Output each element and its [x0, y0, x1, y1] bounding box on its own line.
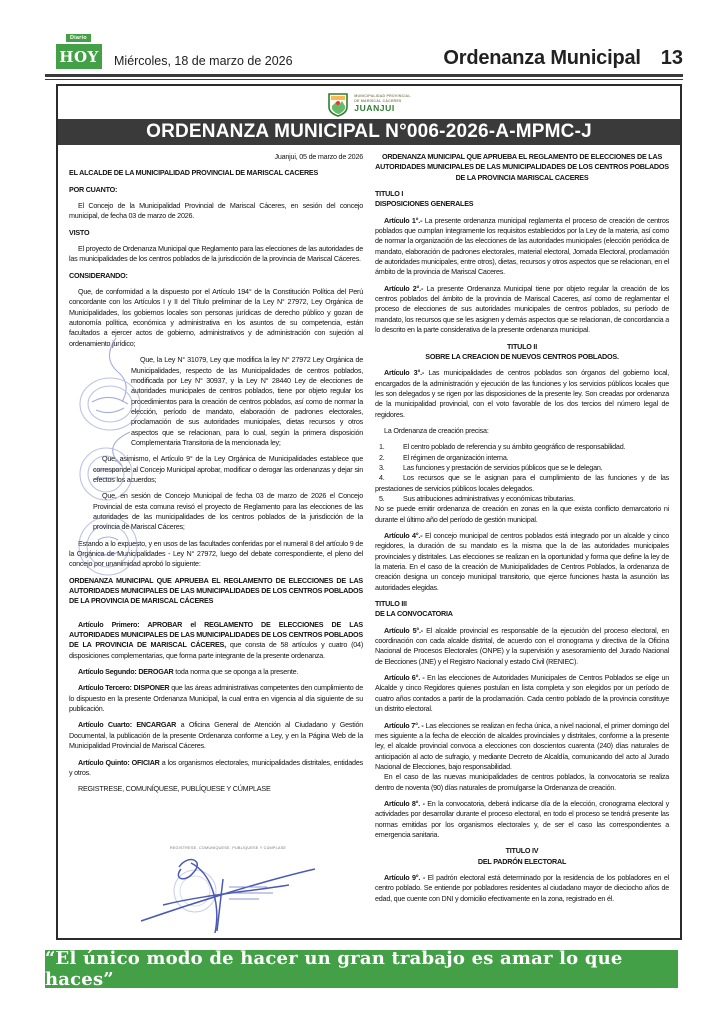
- document-title: ORDENANZA MUNICIPAL N°006-2026-A-MPMC-J: [146, 121, 592, 142]
- footer-quote: “El único modo de hacer un gran trabajo es amar lo que haces”: [45, 948, 623, 990]
- list-item: 2. El régimen de organización interna.: [379, 452, 509, 462]
- logo-diario-label: Diario: [65, 33, 92, 43]
- paragraph: Artículo Tercero: DISPONER que las áreas administrativas competentes den cumplimiento de lo dispuesto en la presente Ordenanza Municipal, la cual entra en vigencia al día siguiente de su publicación.: [69, 683, 363, 714]
- titulo-2: TITULO II SOBRE LA CREACION DE NUEVOS CENTROS POBLADOS.: [425, 341, 619, 361]
- article-label: Artículo 8°. -: [384, 798, 425, 808]
- paragraph: Artículo 6°. - En las elecciones de Autoridades Municipales de Centros Poblados se elige un Alcalde y cinco Regidores quienes postulan en lista completa y son elegidos por un período de cuatro años contados a partir de la proclamación. Cada centro poblado de la provincia constituye un distrito electoral.: [375, 673, 669, 714]
- closing-formula: REGISTRESE, COMUNÍQUESE, PUBLÍQUESE Y CÚMPLASE: [78, 784, 271, 794]
- article-label: Artículo 9°. -: [384, 872, 425, 882]
- article-label: Artículo Quinto: OFICIAR: [78, 757, 160, 767]
- article-label: Artículo Primero: APROBAR el REGLAMENTO DE ELECCIONES DE LAS AUTORIDADES MUNICIPALES DE LAS MUNICIPALIDADES DE LOS CENTROS POBLADOS DE LA PROVINCIA DE MARISCAL CÁCERES,: [69, 619, 363, 650]
- titulo-1: TITULO I DISPOSICIONES GENERALES: [375, 189, 474, 209]
- ordinance-document: [56, 84, 682, 940]
- paragraph: No se puede emitir ordenanza de creación en zonas en la que exista conflicto demarcatorio ni durante el último año del período de gestión municipal.: [375, 504, 669, 524]
- header-divider-thin: [45, 79, 683, 80]
- doc-date: Juanjui, 05 de marzo de 2026: [274, 152, 363, 161]
- label-por-cuanto: POR CUANTO:: [69, 184, 118, 194]
- article-label: Artículo 5°.-: [384, 625, 423, 635]
- header-divider-thick: [45, 74, 683, 77]
- article-label: Artículo Cuarto: ENCARGAR: [78, 720, 177, 730]
- list-number: 2.: [379, 452, 385, 462]
- signature-block: [133, 846, 323, 936]
- paragraph: Artículo 3°.- Las municipalidades de centros poblados son órganos del gobierno local, encargados de la administración y ejecución de las funciones y los servicios públicos locales que les son delegados y se rigen por las disposiciones de la presente ley. Son creadas por ordenanza de la municipalidad provincial, con el voto favorable de los dos tercios del número legal de regidores.: [375, 368, 669, 419]
- article-label: Artículo 4°.-: [384, 531, 423, 540]
- seal-city: JUANJUI: [354, 102, 395, 113]
- paragraph: Artículo 7°. - Las elecciones se realizan en fecha única, a nivel nacional, el primer domingo del mes siguiente a la fecha de elección de alcaldes provinciales y distritales, conforme a la presente ley, el alcalde provincial convoca a elecciones con doscientos cuarenta (240) días naturales de anticipación al acto de sufragio, y mediante Decreto de Alcaldía, comunicando del acto al Jurado Nacional de Elecciones, bajo responsabilidad.: [375, 720, 669, 771]
- document-title-bar: [58, 119, 680, 145]
- paragraph: Artículo 2°.- La presente Ordenanza Municipal tiene por objeto regular la creación de los centros poblados del ámbito de la provincia de Mariscal Caceres, así como de reglamentar el proceso de elecciones de sus autoridades municipales de centros poblados, su período de mandato, los recursos que se les asignen y demás aspectos que se relacionan, de concordancia a lo descrito en la parte considerativa de la presente ordenanza municipal.: [375, 283, 669, 335]
- article-label: Artículo 1°.-: [384, 215, 423, 225]
- paragraph: Artículo 4°.- El concejo municipal de centros poblados está integrado por un alcalde y cinco regidores, la duración de su mandato es la misma que la de las autoridades municipales provinciales y distritales. Las elecciones se realizan en la oportunidad y forma que define la ley de la materia. En el caso de la creación de Municipalidades de Centros Poblados, la ordenanza de creación designa un concejo municipal transitorio, que ejerce funciones hasta la asunción las autoridades elegidas.: [375, 531, 669, 592]
- list-number: 3.: [379, 462, 385, 472]
- paragraph: Artículo Segundo: DEROGAR toda norma que se oponga a la presente.: [78, 667, 299, 677]
- right-column: [375, 152, 669, 910]
- article-label: Artículo Segundo: DEROGAR: [78, 667, 174, 677]
- article-label: Artículo Tercero: DISPONER: [78, 683, 170, 693]
- list-number: 4.: [379, 473, 385, 483]
- seal-text: [354, 94, 410, 113]
- article-label: Artículo 2°.-: [384, 283, 424, 293]
- newspaper-header: [56, 31, 683, 71]
- label-considerando: CONSIDERANDO:: [69, 270, 128, 280]
- edition-date: Miércoles, 18 de marzo de 2026: [114, 54, 293, 68]
- municipal-seal: [58, 89, 680, 119]
- titulo-4: TITULO IV DEL PADRÓN ELECTORAL: [477, 846, 567, 866]
- page-number: 13: [660, 47, 683, 69]
- paragraph: El Concejo de la Municipalidad Provincial de Mariscal Cáceres, en sesión del concejo municipal, de fecha 03 de marzo de 2026.: [69, 201, 363, 221]
- section-header: [443, 47, 683, 70]
- list-item: 4. Los recursos que se le asignan para el cumplimiento de las funciones y de las prestaciones de servicios públicos locales delegados.: [375, 473, 669, 493]
- paragraph: Artículo Cuarto: ENCARGAR a Oficina General de Atención al Ciudadano y Gestión Documental, la publicación de la presente Ordenanza conforme a Ley, y en la Página Web de la Municipalidad Provincial de Mariscal Cáceres.: [69, 720, 364, 751]
- article-label: Artículo 7°. -: [384, 720, 424, 730]
- left-column: [69, 152, 363, 910]
- article-label: Artículo 3°.-: [384, 368, 425, 378]
- document-body: [58, 145, 680, 910]
- paragraph: Artículo Quinto: OFICIAR a los organismos electorales, municipalidades distritales, entidades y otros.: [69, 757, 363, 777]
- list-number: 1.: [379, 442, 385, 452]
- paragraph: Estando a lo expuesto, y en usos de las facultades conferidas por el numeral 8 del artículo 9 de la Orgánica de Municipalidades - Ley N° 27972, luego del debate correspondiente, el pleno del concejo por unanimidad aprobó lo siguiente:: [69, 538, 363, 569]
- paragraph: Artículo 5°.- El alcalde provincial es responsable de la ejecución del proceso electoral, en coordinación con cada alcalde distrital, de acuerdo con el cronograma y directiva de la Oficina Nacional de Procesos Electorales (ONPE) y la supervisión y asesoramiento del Jurado Nacional de Elecciones (JNE) y el Registro Nacional y estado Civil (RENIEC).: [375, 625, 669, 666]
- article-label: Artículo 6°. -: [384, 673, 425, 683]
- footer-banner: [45, 950, 678, 988]
- paragraph: Artículo 8°. - En la convocatoria, deberá indicarse día de la elección, cronograma electoral y actividades por desarrollar durante el proceso electoral, en todo el proceso se tendrá presente las normas emitidas por los organismos electorales y, de ser el caso las correspondientes a emergencia sanitaria.: [375, 798, 669, 839]
- signature-caption: REGISTRESE, COMUNÍQUESE, PUBLÍQUESE Y CÚMPLASE: [169, 846, 287, 850]
- list-item: 3. Las funciones y prestación de servicios públicos que se le delegan.: [379, 462, 603, 472]
- signature-scribble: [133, 851, 323, 935]
- seal-org-line1: MUNICIPALIDAD PROVINCIAL: [354, 94, 411, 99]
- list-item: 1. El centro poblado de referencia y su ámbito geográfico de responsabilidad.: [379, 442, 626, 452]
- paragraph: La Ordenanza de creación precisa:: [384, 425, 489, 435]
- list-number: 5.: [379, 493, 385, 503]
- ordinance-heading-right: ORDENANZA MUNICIPAL QUE APRUEBA EL REGLAMENTO DE ELECCIONES DE LAS AUTORIDADES MUNICIPALES DE LAS MUNICIPALIDADES DE LOS CENTROS POBLADOS DE LA PROVINCIA MARISCAL CACERES: [375, 152, 669, 182]
- paragraph: Artículo 1°.- La presente ordenanza municipal reglamenta el proceso de creación de centros poblados que cumplan íntegramente los requisitos establecidos por la Ley de la materia, así como de normar la organización de las elecciones de las autoridades municipales (elección periódica de mandato, elaboración de padrones electorales, material electoral, Jornada Electoral, proclamación de autoridades municipales, entre otros), dietas, recursos y otros aspectos que se relacionan, en el ámbito de la provincia de Mariscal Caceres.: [375, 215, 669, 277]
- municipal-shield-icon: [327, 92, 349, 117]
- paragraph: Artículo 9°. - El padrón electoral está determinado por la residencia de los pobladores en el centro poblado. Se entiende por pobladores residentes al ciudadano mayor de dieciocho años de edad, que cuente con DNI y domicilio efectivamente en la zona, registrado en él.: [375, 872, 669, 903]
- paragraph: Que, de conformidad a la dispuesto por el Artículo 194° de la Constitución Política del Perú concordante con los Artículos I y II del Título preliminar de la Ley N° 27972, Ley Orgánica de Municipalidades, los gobiernos locales son personas jurídicas de derecho público y gozan de autonomía política, económica y administrativa en los asuntos de su competencia, están facultados a ejercer actos de gobierno, administrativos y de administración con sujeción al ordenamiento jurídico;: [69, 287, 363, 348]
- paragraph: Que, en sesión de Concejo Municipal de fecha 03 de marzo de 2026 el Concejo Provincial de esta comuna revisó el proyecto de Reglamento para las elecciones de las autoridades de las municipalidades de los centros poblados de la jurisdicción de la provincia de Mariscal Cáceres;: [93, 491, 363, 532]
- ordinance-heading: ORDENANZA MUNICIPAL QUE APRUEBA EL REGLAMENTO DE ELECCIONES DE LAS AUTORIDADES MUNICIPALES DE LAS MUNICIPALIDADES DE LOS CENTROS POBLADOS DE LA PROVINCIA DE MARISCAL CÁCERES: [69, 575, 363, 606]
- paragraph: Que, la Ley N° 31079, Ley que modifica la ley N° 27972 Ley Orgánica de Municipalidades, respecto de las Municipalidades de centros poblados, modificada por Ley N° 30937, y la Ley N° 28440 Ley de elecciones de autoridades municipales de centros poblados, tiene por objeto regular los procedimientos para la creación de centros poblados, así como de normar la elección, período de mandato, elaboración de padrones electorales, proclamación de sus autoridades municipales, dietas recursos y otros aspectos que se relacionan, para lo cual, según la primera disposición Complementaria Transitoria de la mencionada ley;: [131, 355, 363, 447]
- paragraph: El proyecto de Ordenanza Municipal que Reglamento para las elecciones de las autoridades de las municipalidades de los centros poblados de la jurisdicción de la provincia de Mariscal Cáceres.: [69, 244, 363, 264]
- logo-hoy-label: HOY: [56, 44, 102, 69]
- label-visto: VISTO: [69, 227, 90, 237]
- newspaper-logo: [56, 33, 106, 69]
- section-title: Ordenanza Municipal: [443, 47, 641, 69]
- header-divider: [45, 74, 683, 80]
- seal-org-line2: DE MARISCAL CÁCERES: [354, 98, 402, 103]
- paragraph: En el caso de las nuevas municipalidades de centros poblados, la convocatoria se realiza dentro de noventa (90) días naturales de promulgarse la Ordenanza de creación.: [375, 772, 669, 792]
- titulo-3: TITULO III DE LA CONVOCATORIA: [375, 599, 453, 619]
- list-item: 5. Sus atribuciones administrativas y económicas tributarias.: [379, 493, 575, 503]
- paragraph: Artículo Primero: APROBAR el REGLAMENTO DE ELECCIONES DE LAS AUTORIDADES MUNICIPALES DE LAS MUNICIPALIDADES DE LOS CENTROS POBLADOS DE LA PROVINCIA DE MARISCAL CÁCERES, que consta de 58 artículos y cuatro (04) disposiciones complementarias, que forma parte integrante de la presente ordenanza.: [69, 619, 363, 660]
- doc-issuer: EL ALCALDE DE LA MUNICIPALIDAD PROVINCIAL DE MARISCAL CACERES: [69, 168, 319, 178]
- paragraph: Que, asimismo, el Artículo 9° de la Ley Orgánica de Municipalidades establece que corresponde al Concejo Municipal aprobar, modificar o derogar las ordenanzas y dejar sin efectos los acuerdos;: [93, 454, 363, 484]
